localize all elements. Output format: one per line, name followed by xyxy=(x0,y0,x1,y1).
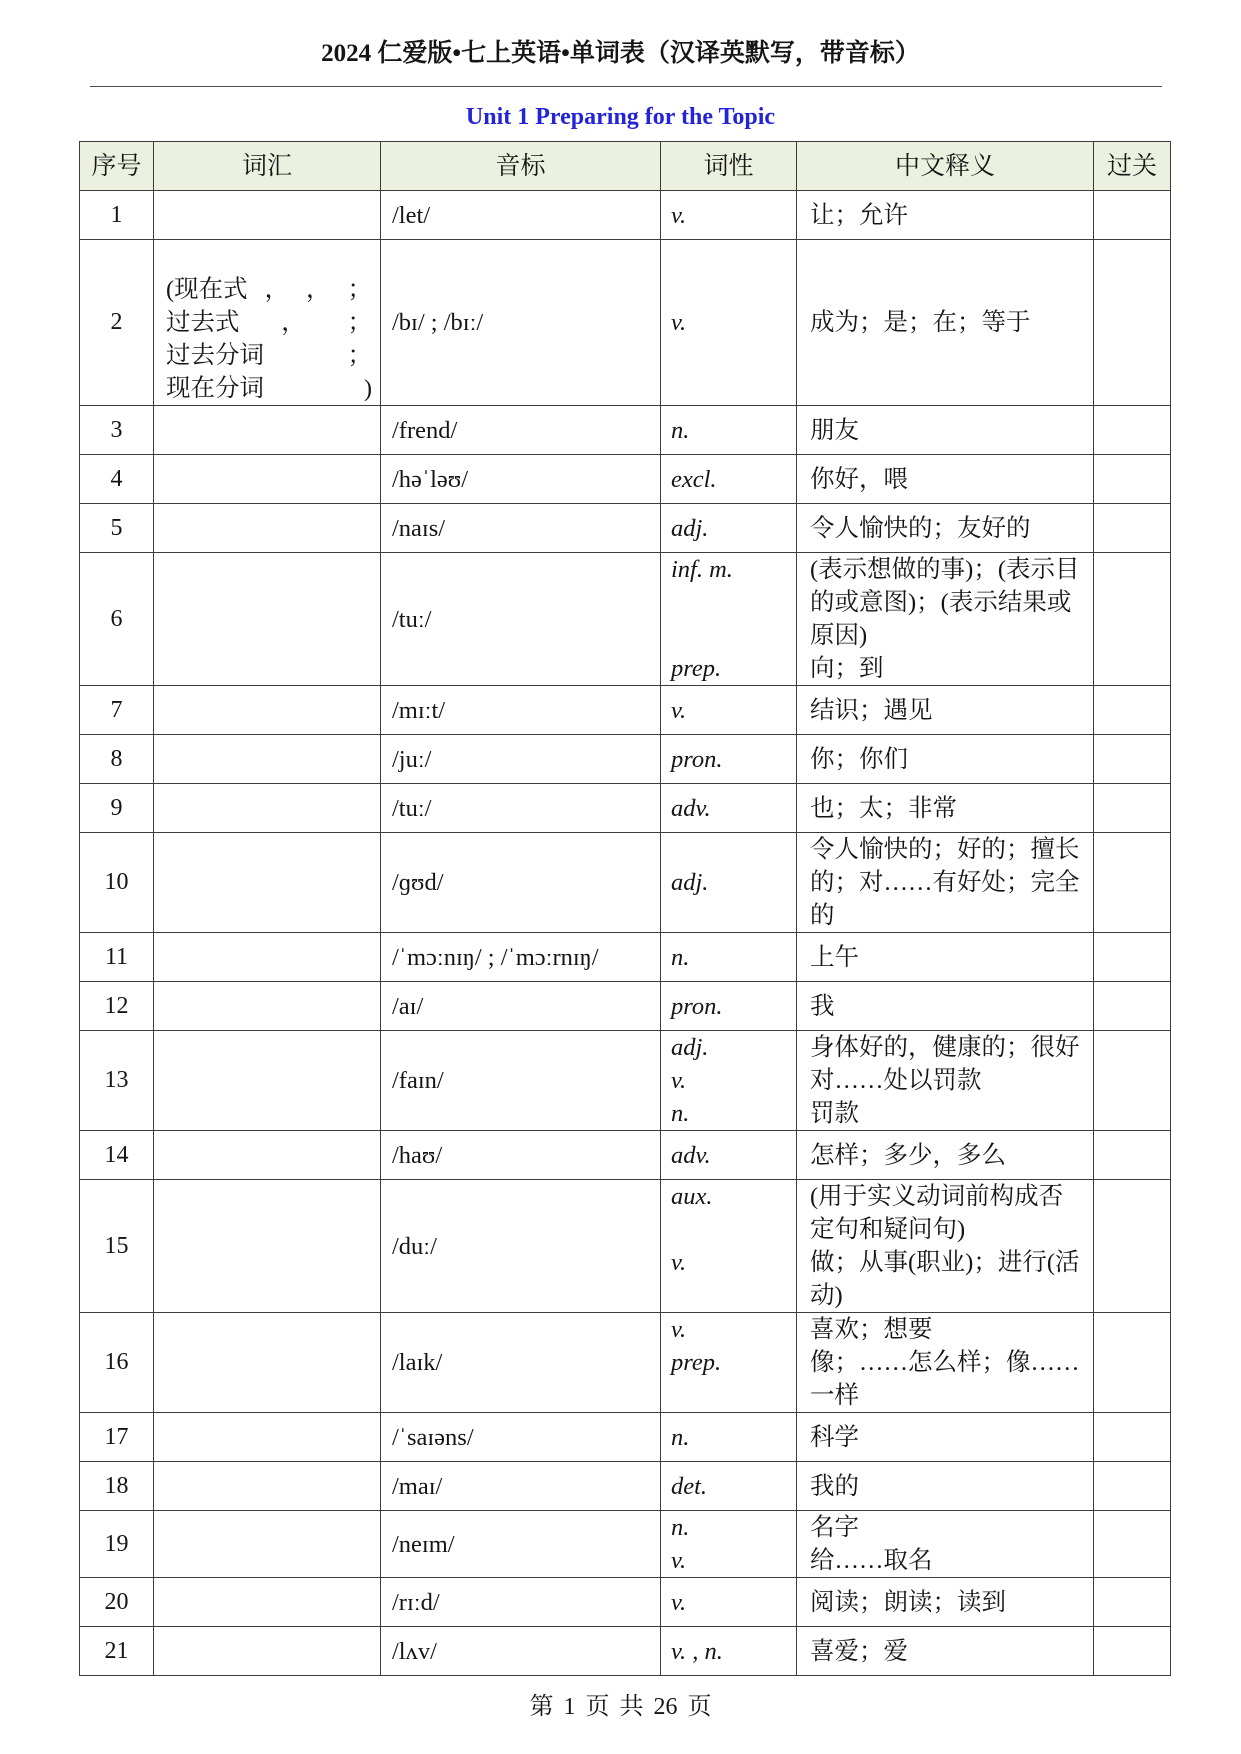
cell-index xyxy=(80,1578,154,1626)
cell-part-of-speech xyxy=(661,1413,797,1461)
phonetic-text: /duː/ xyxy=(392,1232,437,1260)
cell-meaning xyxy=(797,833,1094,932)
row-number: 2 xyxy=(110,309,123,335)
cell-pass-check xyxy=(1094,1413,1171,1461)
phonetic-text: /aɪ/ xyxy=(392,992,424,1020)
table-row xyxy=(80,1511,1171,1578)
cell-meaning xyxy=(797,784,1094,832)
part-of-speech-text: v. xyxy=(671,1316,687,1343)
part-of-speech-text: v. xyxy=(671,1588,687,1616)
table-header-meaning xyxy=(797,142,1094,190)
meaning-text: 像；……怎么样；像……一样 xyxy=(810,1349,1080,1409)
row-number: 1 xyxy=(110,201,123,228)
table-row xyxy=(80,784,1171,833)
cell-word xyxy=(154,1462,381,1510)
cell-part-of-speech xyxy=(661,455,797,503)
meaning-text: 我的 xyxy=(810,1472,859,1500)
cell-word xyxy=(154,406,381,454)
cell-pass-check xyxy=(1094,933,1171,981)
cell-part-of-speech xyxy=(661,1544,797,1577)
cell-word xyxy=(154,1627,381,1675)
table-row xyxy=(80,455,1171,504)
cell-word xyxy=(154,686,381,734)
table-row xyxy=(80,504,1171,553)
cell-part-of-speech xyxy=(661,933,797,981)
cell-index xyxy=(80,784,154,832)
cell-pass-check xyxy=(1094,553,1171,685)
cell-phonetic xyxy=(381,1031,661,1130)
phonetic-text: /lʌv/ xyxy=(392,1637,437,1665)
cell-index xyxy=(80,833,154,932)
table-row xyxy=(80,191,1171,240)
cell-phonetic xyxy=(381,833,661,932)
word-form-part: 过去分词 xyxy=(166,342,264,369)
cell-pass-check xyxy=(1094,833,1171,932)
row-number: 18 xyxy=(104,1472,129,1499)
part-of-speech-text: adj. xyxy=(671,514,709,542)
cell-meaning xyxy=(797,1313,1094,1346)
cell-word xyxy=(154,191,381,239)
cell-word xyxy=(154,1413,381,1461)
cell-meaning xyxy=(797,1627,1094,1675)
cell-pass-check xyxy=(1094,1462,1171,1510)
cell-part-of-speech xyxy=(661,1313,797,1346)
part-of-speech-text: n. xyxy=(671,943,690,971)
word-form-part: ； xyxy=(347,342,372,369)
table-row xyxy=(80,1313,1171,1413)
row-number: 11 xyxy=(104,943,129,970)
cell-index xyxy=(80,191,154,239)
meaning-text: 名字 xyxy=(810,1514,859,1541)
phonetic-text: /rɪːd/ xyxy=(392,1588,440,1616)
cell-part-of-speech xyxy=(661,1346,797,1412)
phonetic-text: /ɡʊd/ xyxy=(392,869,444,896)
word-form-part: ， xyxy=(264,276,290,303)
meaning-text: 怎样；多少，多么 xyxy=(810,1141,1006,1169)
cell-part-of-speech xyxy=(661,1246,797,1312)
meaning-text: 朋友 xyxy=(810,416,859,444)
cell-part-of-speech xyxy=(661,1064,797,1097)
meaning-text: 喜欢；想要 xyxy=(810,1316,933,1343)
part-of-speech-text: v. , n. xyxy=(671,1637,723,1665)
cell-phonetic xyxy=(381,982,661,1030)
cell-meaning xyxy=(797,1131,1094,1179)
cell-part-of-speech xyxy=(661,833,797,932)
meaning-text: 向；到 xyxy=(810,655,884,682)
part-of-speech-text: v. xyxy=(671,1249,687,1276)
meaning-text: 给……取名 xyxy=(810,1547,933,1574)
cell-index xyxy=(80,504,154,552)
meaning-text: (用于实义动词前构成否定句和疑问句) xyxy=(810,1183,1064,1243)
row-number: 13 xyxy=(104,1067,129,1093)
cell-meaning xyxy=(797,686,1094,734)
cell-meaning xyxy=(797,652,1094,685)
cell-word xyxy=(154,784,381,832)
cell-phonetic xyxy=(381,1180,661,1312)
table-row xyxy=(80,406,1171,455)
row-number: 9 xyxy=(110,794,123,821)
header-label: 序号 xyxy=(91,152,142,180)
row-number: 8 xyxy=(110,745,123,772)
cell-index xyxy=(80,553,154,685)
phonetic-text: /naɪs/ xyxy=(392,514,446,542)
row-number: 17 xyxy=(104,1423,129,1450)
row-number: 7 xyxy=(110,696,123,723)
meaning-text: 我 xyxy=(810,992,835,1020)
row-number: 12 xyxy=(104,992,129,1019)
cell-word xyxy=(154,982,381,1030)
part-of-speech-text: inf. m. xyxy=(671,556,733,583)
cell-meaning xyxy=(797,1544,1094,1577)
cell-phonetic xyxy=(381,1511,661,1577)
row-number: 19 xyxy=(104,1530,129,1557)
page-footer: 第 1 页 共 26 页 xyxy=(529,1694,712,1720)
phonetic-text: /frend/ xyxy=(392,416,458,444)
cell-pass-check xyxy=(1094,1511,1171,1577)
cell-word xyxy=(154,553,381,685)
cell-pass-check xyxy=(1094,735,1171,783)
cell-index xyxy=(80,240,154,405)
cell-index xyxy=(80,1413,154,1461)
cell-part-of-speech xyxy=(661,406,797,454)
cell-part-of-speech xyxy=(661,191,797,239)
cell-meaning xyxy=(797,1511,1094,1544)
cell-meaning xyxy=(797,240,1094,405)
cell-index xyxy=(80,735,154,783)
part-of-speech-text: det. xyxy=(671,1472,708,1500)
meaning-text: 阅读；朗读；读到 xyxy=(810,1588,1006,1616)
cell-word xyxy=(154,1180,381,1312)
phonetic-text: /let/ xyxy=(392,201,431,229)
cell-part-of-speech xyxy=(661,1511,797,1544)
part-of-speech-text: adj. xyxy=(671,1034,709,1061)
cell-part-of-speech xyxy=(661,240,797,405)
part-of-speech-text: adj. xyxy=(671,869,709,896)
table-row xyxy=(80,1180,1171,1313)
cell-part-of-speech xyxy=(661,1131,797,1179)
table-header-phonetic xyxy=(381,142,661,190)
phonetic-text: /faɪn/ xyxy=(392,1067,444,1094)
meaning-text: 令人愉快的；好的；擅长的；对……有好处；完全的 xyxy=(810,836,1080,929)
cell-pass-check xyxy=(1094,1131,1171,1179)
table-row xyxy=(80,686,1171,735)
cell-phonetic xyxy=(381,1578,661,1626)
row-number: 5 xyxy=(110,514,123,541)
cell-phonetic xyxy=(381,406,661,454)
cell-part-of-speech xyxy=(661,1097,797,1130)
header-rule xyxy=(90,86,1162,87)
cell-meaning xyxy=(797,191,1094,239)
meaning-text: 身体好的，健康的；很好 xyxy=(810,1034,1080,1061)
meaning-text: 上午 xyxy=(810,943,859,971)
cell-phonetic xyxy=(381,191,661,239)
table-row xyxy=(80,933,1171,982)
cell-word xyxy=(154,735,381,783)
header-label: 词性 xyxy=(703,152,754,180)
part-of-speech-text: v. xyxy=(671,1067,687,1094)
cell-phonetic xyxy=(381,553,661,685)
cell-meaning xyxy=(797,455,1094,503)
cell-word xyxy=(154,1578,381,1626)
meaning-text: 罚款 xyxy=(810,1100,859,1127)
cell-meaning xyxy=(797,1246,1094,1312)
part-of-speech-text: n. xyxy=(671,1100,690,1127)
meaning-text: 科学 xyxy=(810,1423,859,1451)
cell-word xyxy=(154,455,381,503)
table-row xyxy=(80,1413,1171,1462)
cell-pass-check xyxy=(1094,1180,1171,1312)
cell-phonetic xyxy=(381,1313,661,1412)
cell-index xyxy=(80,933,154,981)
row-number: 4 xyxy=(110,465,123,492)
header-label: 中文释义 xyxy=(894,152,995,180)
word-form-line xyxy=(166,372,372,405)
table-row xyxy=(80,553,1171,686)
cell-part-of-speech xyxy=(661,784,797,832)
cell-part-of-speech xyxy=(661,1180,797,1246)
header-label: 过关 xyxy=(1106,152,1157,180)
cell-pass-check xyxy=(1094,504,1171,552)
cell-word xyxy=(154,504,381,552)
cell-phonetic xyxy=(381,686,661,734)
word-form-line xyxy=(166,339,372,372)
table-row xyxy=(80,240,1171,406)
cell-pass-check xyxy=(1094,1578,1171,1626)
cell-meaning xyxy=(797,1180,1094,1246)
cell-part-of-speech xyxy=(661,553,797,652)
cell-phonetic xyxy=(381,735,661,783)
cell-index xyxy=(80,1313,154,1412)
cell-phonetic xyxy=(381,1131,661,1179)
row-number: 21 xyxy=(104,1637,129,1664)
part-of-speech-text: n. xyxy=(671,1423,690,1451)
table-header-word xyxy=(154,142,381,190)
word-form-part: ； xyxy=(347,276,372,303)
word-form-part: ， xyxy=(281,309,306,336)
cell-phonetic xyxy=(381,1462,661,1510)
meaning-text: 让；允许 xyxy=(810,201,908,229)
table-row xyxy=(80,1131,1171,1180)
cell-word xyxy=(154,833,381,932)
cell-phonetic xyxy=(381,455,661,503)
cell-meaning xyxy=(797,982,1094,1030)
cell-phonetic xyxy=(381,1627,661,1675)
phonetic-text: /tuː/ xyxy=(392,794,432,822)
cell-index xyxy=(80,1031,154,1130)
part-of-speech-text: v. xyxy=(671,1547,687,1574)
meaning-text: 做；从事(职业)；进行(活动) xyxy=(810,1249,1080,1309)
cell-part-of-speech xyxy=(661,1462,797,1510)
phonetic-text: /maɪ/ xyxy=(392,1472,443,1500)
header-label: 词汇 xyxy=(241,152,292,180)
table-row xyxy=(80,1627,1171,1676)
cell-index xyxy=(80,1627,154,1675)
row-number: 16 xyxy=(104,1349,129,1375)
cell-meaning xyxy=(797,1031,1094,1064)
meaning-text: 你好，喂 xyxy=(810,465,908,493)
meaning-text: (表示想做的事)；(表示目的或意图)；(表示结果或原因) xyxy=(810,556,1080,649)
cell-part-of-speech xyxy=(661,1578,797,1626)
cell-index xyxy=(80,1180,154,1312)
cell-meaning xyxy=(797,1413,1094,1461)
cell-pass-check xyxy=(1094,982,1171,1030)
cell-part-of-speech xyxy=(661,686,797,734)
table-header-row xyxy=(80,142,1171,191)
meaning-text: 你；你们 xyxy=(810,745,908,773)
cell-word xyxy=(154,1511,381,1577)
cell-index xyxy=(80,1462,154,1510)
table-header-pos xyxy=(661,142,797,190)
unit-title: Unit 1 Preparing for the Topic xyxy=(465,104,776,130)
table-header-index xyxy=(80,142,154,190)
cell-part-of-speech xyxy=(661,504,797,552)
part-of-speech-text: v. xyxy=(671,201,687,229)
part-of-speech-text: pron. xyxy=(671,992,723,1020)
cell-word xyxy=(154,933,381,981)
cell-pass-check xyxy=(1094,1031,1171,1130)
part-of-speech-text: n. xyxy=(671,416,690,444)
cell-index xyxy=(80,1511,154,1577)
cell-part-of-speech xyxy=(661,735,797,783)
cell-pass-check xyxy=(1094,191,1171,239)
table-row xyxy=(80,982,1171,1031)
cell-index xyxy=(80,455,154,503)
cell-meaning xyxy=(797,406,1094,454)
cell-phonetic xyxy=(381,784,661,832)
table-row xyxy=(80,735,1171,784)
meaning-text: 喜爱；爱 xyxy=(810,1637,908,1665)
word-form-part: 现在分词 xyxy=(166,375,264,402)
phonetic-text: /tuː/ xyxy=(392,605,432,633)
word-form-line xyxy=(166,306,372,339)
cell-meaning xyxy=(797,1346,1094,1412)
part-of-speech-text: excl. xyxy=(671,465,717,493)
cell-pass-check xyxy=(1094,1627,1171,1675)
cell-phonetic xyxy=(381,240,661,405)
table-row xyxy=(80,1462,1171,1511)
cell-part-of-speech xyxy=(661,1627,797,1675)
cell-pass-check xyxy=(1094,784,1171,832)
cell-pass-check xyxy=(1094,406,1171,454)
table-row xyxy=(80,1031,1171,1131)
cell-index xyxy=(80,982,154,1030)
cell-pass-check xyxy=(1094,1313,1171,1412)
vocab-table xyxy=(79,141,1171,1676)
word-form-part: ， xyxy=(306,276,331,303)
cell-word xyxy=(154,1131,381,1179)
meaning-text: 成为；是；在；等于 xyxy=(810,309,1031,336)
row-number: 10 xyxy=(104,869,129,895)
cell-meaning xyxy=(797,553,1094,652)
table-row xyxy=(80,833,1171,933)
cell-phonetic xyxy=(381,504,661,552)
part-of-speech-text: aux. xyxy=(671,1183,713,1210)
cell-pass-check xyxy=(1094,686,1171,734)
cell-part-of-speech xyxy=(661,1031,797,1064)
meaning-text: 对……处以罚款 xyxy=(810,1067,982,1094)
phonetic-text: /neɪm/ xyxy=(392,1530,455,1558)
row-number: 14 xyxy=(104,1141,129,1168)
cell-meaning xyxy=(797,1064,1094,1097)
row-number: 15 xyxy=(104,1232,129,1259)
cell-phonetic xyxy=(381,933,661,981)
word-form-part: ) xyxy=(363,375,372,402)
part-of-speech-text: n. xyxy=(671,1514,690,1541)
cell-word xyxy=(154,240,381,405)
phonetic-text: /ˈsaɪəns/ xyxy=(392,1423,474,1451)
cell-meaning xyxy=(797,1097,1094,1130)
cell-meaning xyxy=(797,1462,1094,1510)
word-answer-blank xyxy=(166,240,372,273)
cell-part-of-speech xyxy=(661,982,797,1030)
part-of-speech-text: prep. xyxy=(671,655,722,682)
word-form-line xyxy=(166,273,372,306)
table-header-pass xyxy=(1094,142,1171,190)
cell-word xyxy=(154,1313,381,1412)
meaning-text: 令人愉快的；友好的 xyxy=(810,514,1031,542)
cell-word xyxy=(154,1031,381,1130)
row-number: 3 xyxy=(110,416,123,443)
phonetic-text: /həˈləʊ/ xyxy=(392,465,469,493)
cell-pass-check xyxy=(1094,455,1171,503)
cell-index xyxy=(80,1131,154,1179)
row-number: 6 xyxy=(110,605,123,632)
part-of-speech-text: pron. xyxy=(671,745,723,773)
cell-meaning xyxy=(797,504,1094,552)
part-of-speech-text: prep. xyxy=(671,1349,722,1376)
row-number: 20 xyxy=(104,1588,129,1615)
table-row xyxy=(80,1578,1171,1627)
phonetic-text: /laɪk/ xyxy=(392,1349,443,1376)
cell-pass-check xyxy=(1094,240,1171,405)
part-of-speech-text: adv. xyxy=(671,1141,711,1169)
part-of-speech-text: v. xyxy=(671,309,687,336)
cell-part-of-speech xyxy=(661,652,797,685)
part-of-speech-text: v. xyxy=(671,696,687,724)
word-form-part: 过去式 xyxy=(166,309,240,336)
cell-meaning xyxy=(797,933,1094,981)
cell-index xyxy=(80,406,154,454)
document-title: 2024 仁爱版•七上英语•单词表（汉译英默写，带音标） xyxy=(321,40,920,67)
cell-meaning xyxy=(797,735,1094,783)
cell-phonetic xyxy=(381,1413,661,1461)
word-form-part: ； xyxy=(347,309,372,336)
meaning-text: 结识；遇见 xyxy=(810,696,933,724)
word-form-part: (现在式 xyxy=(166,276,248,303)
phonetic-text: /bɪ/ ; /bɪː/ xyxy=(392,309,484,336)
phonetic-text: /ˈmɔːnɪŋ/ ; /ˈmɔːrnɪŋ/ xyxy=(392,943,599,971)
phonetic-text: /haʊ/ xyxy=(392,1141,443,1169)
cell-meaning xyxy=(797,1578,1094,1626)
header-label: 音标 xyxy=(495,152,546,180)
cell-index xyxy=(80,686,154,734)
part-of-speech-text: adv. xyxy=(671,794,711,822)
phonetic-text: /mɪːt/ xyxy=(392,696,446,724)
meaning-text: 也；太；非常 xyxy=(810,794,957,822)
phonetic-text: /juː/ xyxy=(392,745,432,773)
